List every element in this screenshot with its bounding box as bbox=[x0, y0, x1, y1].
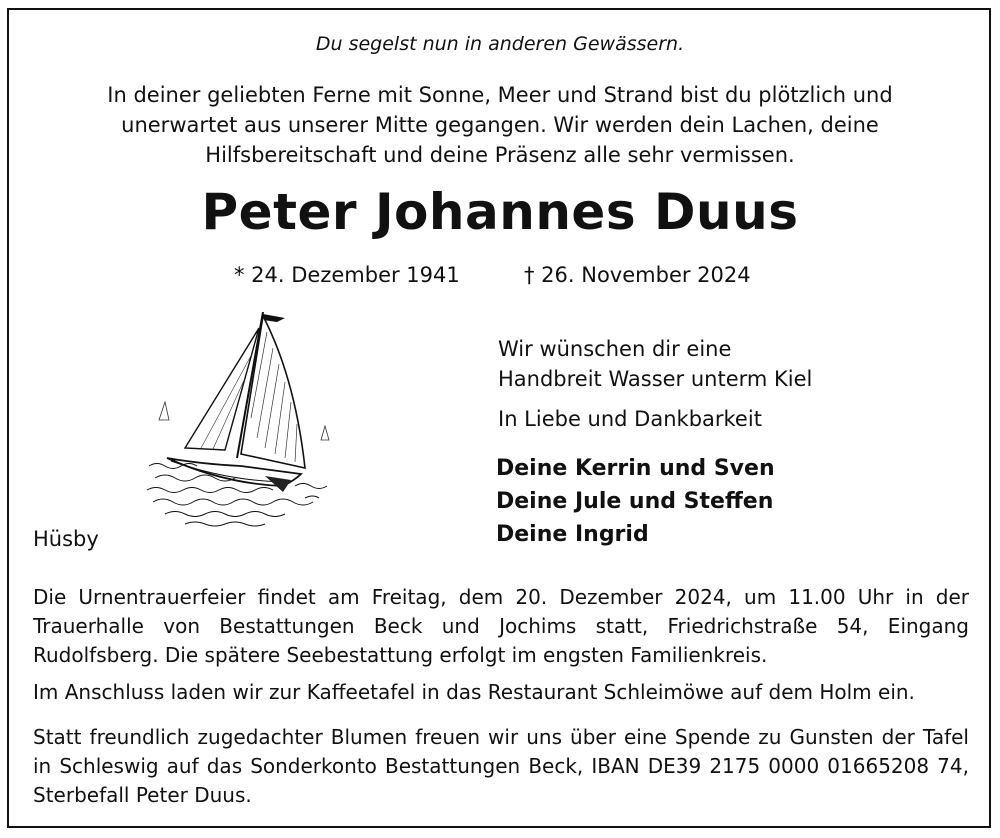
motto: Du segelst nun in anderen Gewässern. bbox=[315, 33, 685, 55]
funeral-info-paragraph: Die Urnentrauerfeier findet am Freitag, dem 20. Dezember 2024, um 11.00 Uhr in der Trauerhalle von Bestattungen Beck und Jochims statt, Friedrichstraße 54, Eingang Rudolfsberg. Die spätere Seebestattung erfolgt im engsten Familienkreis. bbox=[33, 585, 969, 667]
intro-line: unerwartet aus unserer Mitte gegangen. Wir werden dein Lachen, deine bbox=[121, 113, 879, 137]
wish-text bbox=[498, 334, 812, 394]
birth-date: * 24. Dezember 1941 bbox=[234, 263, 460, 287]
love-line: In Liebe und Dankbarkeit bbox=[498, 407, 762, 431]
wish-line: Handbreit Wasser unterm Kiel bbox=[498, 367, 813, 391]
death-date: † 26. November 2024 bbox=[524, 263, 751, 287]
wish-line: Wir wünschen dir eine bbox=[498, 337, 732, 361]
family-member: Deine Ingrid bbox=[496, 522, 649, 547]
intro-line: In deiner geliebten Ferne mit Sonne, Meer und Strand bist du plötzlich und bbox=[107, 83, 893, 107]
reception-paragraph: Im Anschluss laden wir zur Kaffeetafel in das Restaurant Schleimöwe auf dem Holm ein. bbox=[33, 680, 915, 704]
intro-line: Hilfsbereitschaft und deine Präsenz alle sehr vermissen. bbox=[205, 143, 795, 167]
family-member: Deine Jule und Steffen bbox=[496, 489, 774, 514]
family-list bbox=[496, 452, 775, 551]
donation-paragraph: Statt freundlich zugedachter Blumen freuen wir uns über eine Spende zu Gunsten der Tafel in Schleswig auf das Sonderkonto Bestattungen Beck, IBAN DE39 2175 0000 01665208 74, Sterbefall Peter Duus. bbox=[33, 725, 969, 807]
intro-text bbox=[0, 80, 1000, 170]
family-member: Deine Kerrin und Sven bbox=[496, 456, 775, 481]
deceased-name: Peter Johannes Duus bbox=[201, 183, 799, 241]
place-name: Hüsby bbox=[33, 527, 99, 551]
sailboat-illustration bbox=[145, 308, 335, 530]
